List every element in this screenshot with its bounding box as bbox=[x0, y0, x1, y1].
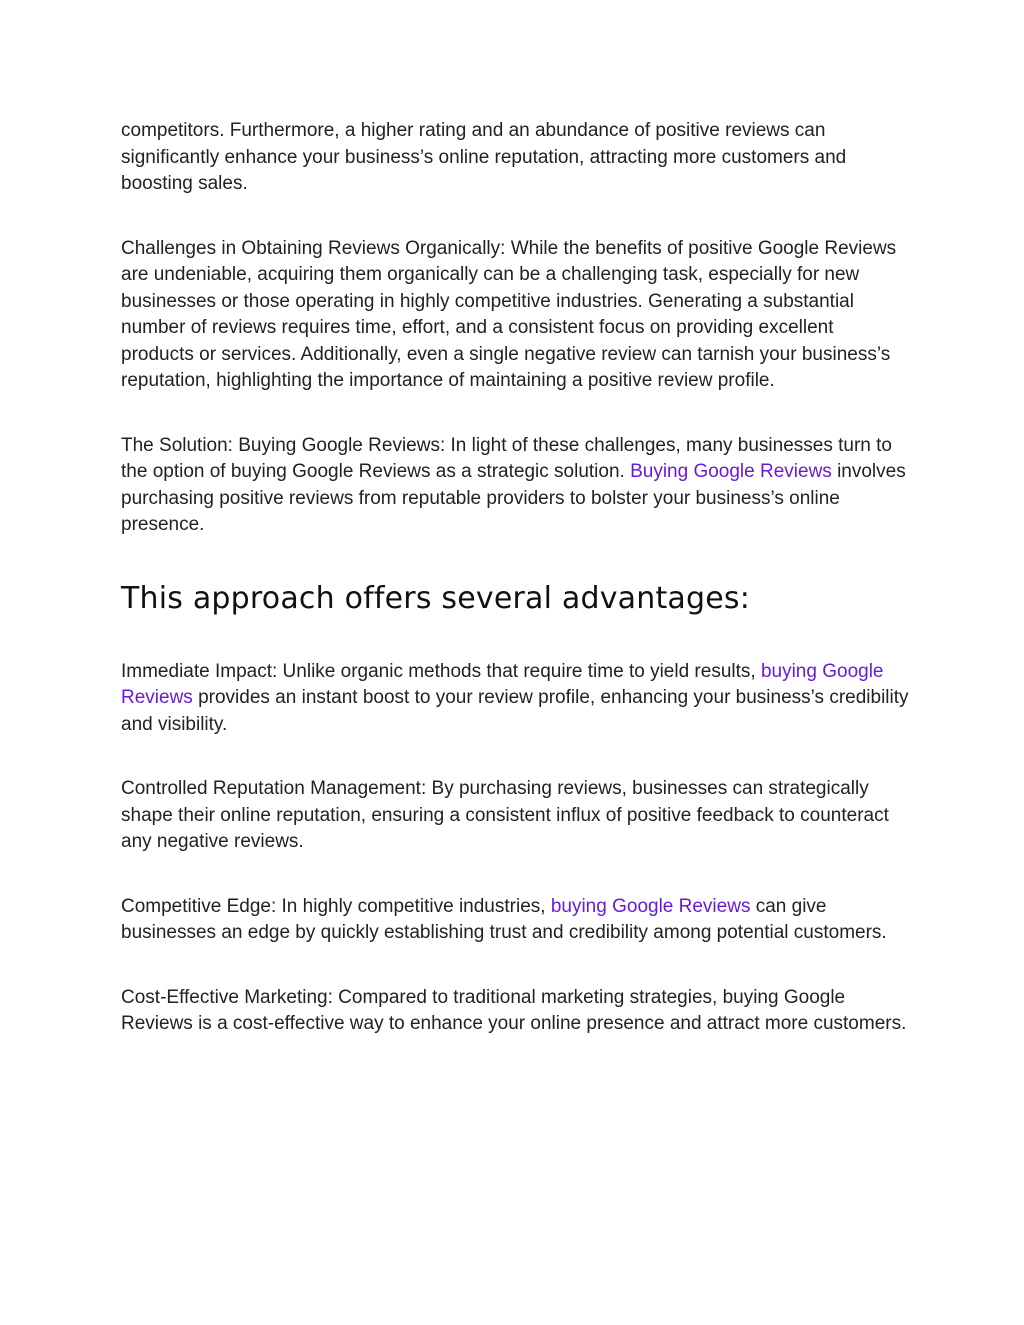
immediate-impact-paragraph bbox=[121, 659, 911, 739]
advantages-heading: This approach offers several advantages: bbox=[121, 580, 751, 616]
immediate-impact-text-before: Immediate Impact: Unlike organic methods that require time to yield results, bbox=[121, 660, 761, 682]
cost-effective-paragraph: Cost-Effective Marketing: Compared to traditional marketing strategies, buying Google Reviews is a cost-effective way to enhance your online presence and attract more customers. bbox=[121, 986, 907, 1034]
competitive-edge-text-after: can give businesses an edge by quickly establishing trust and credibility among potential customers. bbox=[121, 895, 887, 943]
reputation-management-paragraph: Controlled Reputation Management: By purchasing reviews, businesses can strategically shape their online reputation, ensuring a consistent influx of positive feedback to counteract any negative reviews. bbox=[121, 778, 889, 852]
immediate-impact-text-after: provides an instant boost to your review profile, enhancing your business’s credibility and visibility. bbox=[121, 687, 909, 735]
challenges-paragraph: Challenges in Obtaining Reviews Organically: While the benefits of positive Google Reviews are undeniable, acquiring them organically can be a challenging task, especially for new businesses or those operating in highly competitive industries. Generating a substantial number of reviews requires time, effort, and a consistent focus on providing excellent products or services. Additionally, even a single negative review can tarnish your business’s reputation, highlighting the importance of maintaining a positive review profile. bbox=[121, 237, 897, 391]
intro-continuation-paragraph: competitors. Furthermore, a higher rating and an abundance of positive reviews can significantly enhance your business’s online reputation, attracting more customers and boosting sales. bbox=[121, 120, 847, 194]
competitive-edge-text-before: Competitive Edge: In highly competitive industries, bbox=[121, 895, 551, 917]
buying-google-reviews-link[interactable]: buying Google Reviews bbox=[550, 895, 751, 917]
document-page bbox=[121, 118, 911, 1038]
solution-text-after: involves purchasing positive reviews from reputable providers to bolster your business’s online presence. bbox=[121, 461, 906, 535]
buying-google-reviews-link[interactable]: buying Google Reviews bbox=[121, 660, 884, 708]
buying-google-reviews-link[interactable]: Buying Google Reviews bbox=[630, 461, 832, 482]
solution-paragraph bbox=[121, 433, 911, 539]
solution-text-before: The Solution: Buying Google Reviews: In light of these challenges, many businesses turn to the option of buying Google Reviews as a strategic solution. bbox=[121, 434, 892, 482]
competitive-edge-paragraph bbox=[121, 894, 911, 947]
